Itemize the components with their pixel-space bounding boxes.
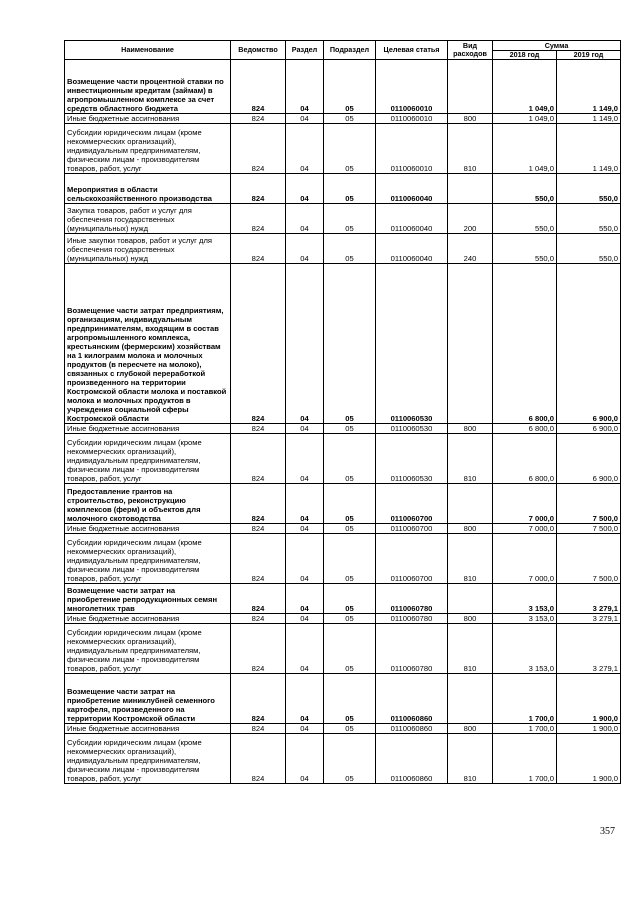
header-year-2019: 2019 год <box>557 51 621 60</box>
header-year-2018: 2018 год <box>493 51 557 60</box>
row-target: 0110060010 <box>376 114 448 124</box>
page-number: 357 <box>600 826 615 837</box>
row-section: 04 <box>286 60 324 114</box>
header-subsection: Подраздел <box>324 41 376 60</box>
row-sum-2018: 6 800,0 <box>493 434 557 484</box>
row-subsection: 05 <box>324 724 376 734</box>
row-name: Иные бюджетные ассигнования <box>65 524 231 534</box>
row-department: 824 <box>231 584 286 614</box>
table-row <box>65 124 621 174</box>
row-department: 824 <box>231 624 286 674</box>
row-sum-2018: 7 000,0 <box>493 534 557 584</box>
row-expense-type: 810 <box>448 624 493 674</box>
row-subsection: 05 <box>324 484 376 524</box>
row-sum-2018: 7 000,0 <box>493 484 557 524</box>
table-row <box>65 204 621 234</box>
table-row <box>65 624 621 674</box>
row-sum-2019: 6 900,0 <box>557 434 621 484</box>
row-name: Иные бюджетные ассигнования <box>65 424 231 434</box>
header-sum: Сумма <box>493 41 621 51</box>
row-expense-type <box>448 174 493 204</box>
row-department: 824 <box>231 60 286 114</box>
row-section: 04 <box>286 424 324 434</box>
row-target: 0110060040 <box>376 234 448 264</box>
row-section: 04 <box>286 434 324 484</box>
row-section: 04 <box>286 204 324 234</box>
row-subsection: 05 <box>324 524 376 534</box>
table-body <box>65 60 621 784</box>
row-name: Субсидии юридическим лицам (кроме некоммерческих организаций), индивидуальным предпринимателям, физическим лицам - производителям товаров, работ, услуг <box>65 624 231 674</box>
table-row <box>65 724 621 734</box>
row-name: Субсидии юридическим лицам (кроме некоммерческих организаций), индивидуальным предпринимателям, физическим лицам - производителям товаров, работ, услуг <box>65 734 231 784</box>
row-subsection: 05 <box>324 124 376 174</box>
row-name: Иные закупки товаров, работ и услуг для обеспечения государственных (муниципальных) нужд <box>65 234 231 264</box>
row-target: 0110060700 <box>376 484 448 524</box>
row-sum-2019: 550,0 <box>557 204 621 234</box>
row-subsection: 05 <box>324 174 376 204</box>
row-section: 04 <box>286 734 324 784</box>
row-name: Иные бюджетные ассигнования <box>65 724 231 734</box>
row-expense-type: 800 <box>448 614 493 624</box>
row-section: 04 <box>286 114 324 124</box>
row-target: 0110060860 <box>376 674 448 724</box>
row-expense-type <box>448 484 493 524</box>
row-section: 04 <box>286 724 324 734</box>
row-target: 0110060700 <box>376 524 448 534</box>
header-name: Наименование <box>65 41 231 60</box>
row-target: 0110060860 <box>376 734 448 784</box>
row-expense-type: 240 <box>448 234 493 264</box>
row-subsection: 05 <box>324 424 376 434</box>
row-sum-2019: 3 279,1 <box>557 614 621 624</box>
row-section: 04 <box>286 524 324 534</box>
row-sum-2019: 1 149,0 <box>557 60 621 114</box>
row-department: 824 <box>231 734 286 784</box>
row-sum-2018: 550,0 <box>493 234 557 264</box>
row-target: 0110060010 <box>376 124 448 174</box>
row-sum-2018: 6 800,0 <box>493 264 557 424</box>
row-name: Возмещение части затрат предприятиям, организациям, индивидуальным предпринимателям, входящим в состав агропромышленного комплекса, крестьянским (фермерским) хозяйствам на 1 килограмм молока и молочных продуктов (в пересчете на молоко), связанных с глубокой переработкой произведенного на территории Костромской области молока и поставкой молока и молочных продуктов в учреждения социальной сферы Костромской области <box>65 264 231 424</box>
row-section: 04 <box>286 264 324 424</box>
row-department: 824 <box>231 724 286 734</box>
row-target: 0110060780 <box>376 614 448 624</box>
row-name: Субсидии юридическим лицам (кроме некоммерческих организаций), индивидуальным предпринимателям, физическим лицам - производителям товаров, работ, услуг <box>65 434 231 484</box>
table-row <box>65 264 621 424</box>
table-row <box>65 524 621 534</box>
table-row <box>65 484 621 524</box>
row-name: Субсидии юридическим лицам (кроме некоммерческих организаций), индивидуальным предпринимателям, физическим лицам - производителям товаров, работ, услуг <box>65 124 231 174</box>
row-section: 04 <box>286 674 324 724</box>
row-target: 0110060010 <box>376 60 448 114</box>
table-row <box>65 614 621 624</box>
row-expense-type: 800 <box>448 424 493 434</box>
row-section: 04 <box>286 584 324 614</box>
row-expense-type: 800 <box>448 724 493 734</box>
row-subsection: 05 <box>324 674 376 724</box>
row-department: 824 <box>231 534 286 584</box>
row-sum-2018: 1 049,0 <box>493 60 557 114</box>
table-row <box>65 534 621 584</box>
row-department: 824 <box>231 524 286 534</box>
row-target: 0110060780 <box>376 584 448 614</box>
row-sum-2018: 3 153,0 <box>493 584 557 614</box>
row-expense-type: 800 <box>448 524 493 534</box>
row-sum-2019: 1 900,0 <box>557 734 621 784</box>
row-target: 0110060530 <box>376 424 448 434</box>
row-sum-2019: 1 149,0 <box>557 124 621 174</box>
row-section: 04 <box>286 234 324 264</box>
row-department: 824 <box>231 234 286 264</box>
row-expense-type: 810 <box>448 534 493 584</box>
row-target: 0110060040 <box>376 174 448 204</box>
row-name: Иные бюджетные ассигнования <box>65 614 231 624</box>
row-sum-2019: 1 149,0 <box>557 114 621 124</box>
row-expense-type: 810 <box>448 434 493 484</box>
row-department: 824 <box>231 264 286 424</box>
table-row <box>65 584 621 614</box>
row-sum-2019: 6 900,0 <box>557 264 621 424</box>
row-name: Субсидии юридическим лицам (кроме некоммерческих организаций), индивидуальным предпринимателям, физическим лицам - производителям товаров, работ, услуг <box>65 534 231 584</box>
row-department: 824 <box>231 124 286 174</box>
row-sum-2018: 6 800,0 <box>493 424 557 434</box>
table-row <box>65 424 621 434</box>
row-subsection: 05 <box>324 534 376 584</box>
row-subsection: 05 <box>324 114 376 124</box>
row-name: Возмещение части процентной ставки по инвестиционным кредитам (займам) в агропромышленном комплексе за счет средств областного бюджета <box>65 60 231 114</box>
row-expense-type <box>448 264 493 424</box>
row-sum-2019: 1 900,0 <box>557 724 621 734</box>
row-department: 824 <box>231 204 286 234</box>
header-target: Целевая статья <box>376 41 448 60</box>
row-expense-type: 200 <box>448 204 493 234</box>
row-target: 0110060860 <box>376 724 448 734</box>
row-sum-2018: 3 153,0 <box>493 624 557 674</box>
row-section: 04 <box>286 534 324 584</box>
row-target: 0110060700 <box>376 534 448 584</box>
row-department: 824 <box>231 674 286 724</box>
row-name: Закупка товаров, работ и услуг для обеспечения государственных (муниципальных) нужд <box>65 204 231 234</box>
row-sum-2018: 1 700,0 <box>493 724 557 734</box>
row-department: 824 <box>231 424 286 434</box>
row-sum-2019: 3 279,1 <box>557 624 621 674</box>
table-row <box>65 734 621 784</box>
row-name: Возмещение части затрат на приобретение миниклубней семенного картофеля, произведенного на территории Костромской области <box>65 674 231 724</box>
row-section: 04 <box>286 124 324 174</box>
row-expense-type: 810 <box>448 124 493 174</box>
row-name: Предоставление грантов на строительство, реконструкцию комплексов (ферм) и объектов для молочного скотоводства <box>65 484 231 524</box>
row-sum-2019: 7 500,0 <box>557 484 621 524</box>
row-sum-2018: 1 049,0 <box>493 114 557 124</box>
row-subsection: 05 <box>324 264 376 424</box>
row-sum-2018: 7 000,0 <box>493 524 557 534</box>
row-sum-2018: 1 049,0 <box>493 124 557 174</box>
row-department: 824 <box>231 174 286 204</box>
row-subsection: 05 <box>324 584 376 614</box>
row-department: 824 <box>231 114 286 124</box>
table-row <box>65 114 621 124</box>
row-subsection: 05 <box>324 60 376 114</box>
row-target: 0110060040 <box>376 204 448 234</box>
row-name: Иные бюджетные ассигнования <box>65 114 231 124</box>
row-expense-type: 810 <box>448 734 493 784</box>
table-row <box>65 234 621 264</box>
row-subsection: 05 <box>324 204 376 234</box>
row-department: 824 <box>231 614 286 624</box>
row-sum-2019: 6 900,0 <box>557 424 621 434</box>
row-sum-2019: 3 279,1 <box>557 584 621 614</box>
table-row <box>65 60 621 114</box>
row-sum-2018: 3 153,0 <box>493 614 557 624</box>
row-expense-type <box>448 60 493 114</box>
row-sum-2018: 1 700,0 <box>493 734 557 784</box>
row-subsection: 05 <box>324 734 376 784</box>
row-target: 0110060530 <box>376 434 448 484</box>
row-sum-2018: 550,0 <box>493 204 557 234</box>
row-subsection: 05 <box>324 614 376 624</box>
row-sum-2019: 1 900,0 <box>557 674 621 724</box>
row-section: 04 <box>286 624 324 674</box>
row-sum-2019: 550,0 <box>557 234 621 264</box>
row-sum-2019: 7 500,0 <box>557 524 621 534</box>
row-expense-type <box>448 674 493 724</box>
row-target: 0110060780 <box>376 624 448 674</box>
table-row <box>65 434 621 484</box>
row-section: 04 <box>286 614 324 624</box>
row-target: 0110060530 <box>376 264 448 424</box>
row-subsection: 05 <box>324 624 376 674</box>
row-section: 04 <box>286 174 324 204</box>
header-section: Раздел <box>286 41 324 60</box>
row-name: Возмещение части затрат на приобретение репродукционных семян многолетних трав <box>65 584 231 614</box>
table-row <box>65 674 621 724</box>
row-sum-2018: 1 700,0 <box>493 674 557 724</box>
header-department: Ведомство <box>231 41 286 60</box>
row-department: 824 <box>231 484 286 524</box>
header-expense-type: Вид расходов <box>448 41 493 60</box>
table-row <box>65 174 621 204</box>
row-subsection: 05 <box>324 434 376 484</box>
row-sum-2019: 7 500,0 <box>557 534 621 584</box>
row-expense-type: 800 <box>448 114 493 124</box>
row-name: Мероприятия в области сельскохозяйственного производства <box>65 174 231 204</box>
row-expense-type <box>448 584 493 614</box>
row-section: 04 <box>286 484 324 524</box>
budget-table <box>64 40 621 784</box>
row-subsection: 05 <box>324 234 376 264</box>
row-sum-2018: 550,0 <box>493 174 557 204</box>
row-sum-2019: 550,0 <box>557 174 621 204</box>
row-department: 824 <box>231 434 286 484</box>
